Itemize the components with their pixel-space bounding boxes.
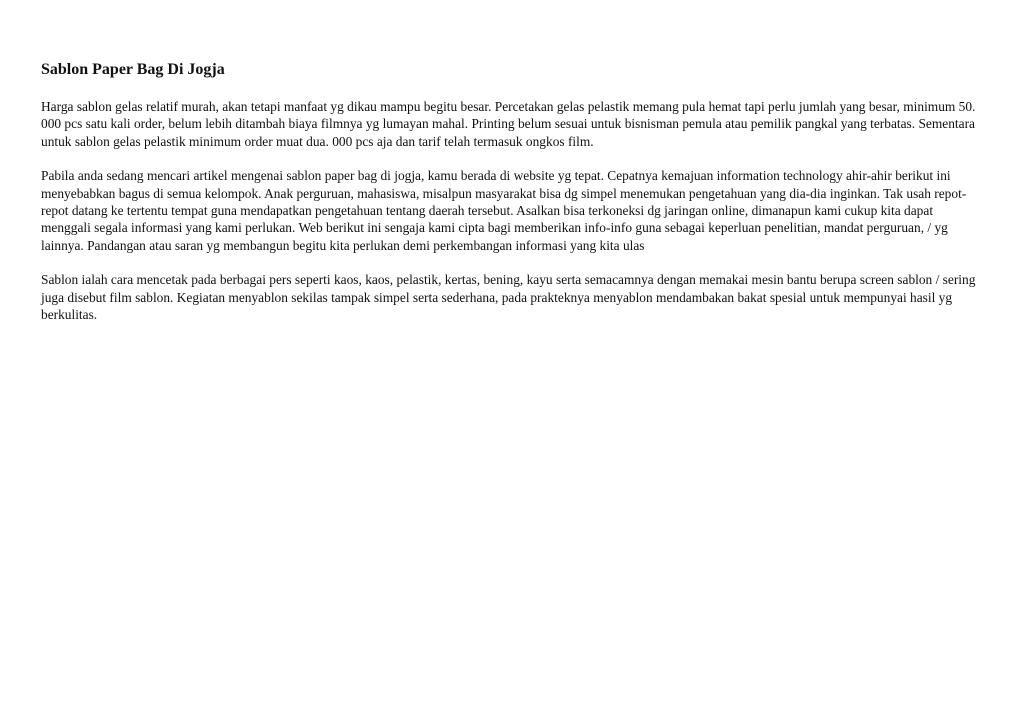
paragraph-2: Pabila anda sedang mencari artikel mengenai sablon paper bag di jogja, kamu berada di website yg tepat. Cepatnya kemajuan information technology ahir-ahir berikut ini menyebabkan bagus di semua kelompok. Anak perguruan, mahasiswa, misalpun masyarakat bisa dg simpel menemukan pengetahuan yang dia-dia inginkan. Tak usah repot-repot datang ke tertentu tempat guna mendapatkan pengetahuan tentang daerah tersebut. Asalkan bisa terkoneksi dg jaringan online, dimanapun kami cukup kita dapat menggali segala informasi yang kami perlukan. Web berikut ini sengaja kami cipta bagi memberikan info-info guna sebagai keperluan penelitian, mandat perguruan, / yg lainnya. Pandangan atau saran yg membangun begitu kita perlukan demi perkembangan informasi yang kita ulas <box>41 168 967 253</box>
document-page <box>41 58 981 340</box>
paragraph-3: Sablon ialah cara mencetak pada berbagai pers seperti kaos, kaos, pelastik, kertas, bening, kayu serta semacamnya dengan memakai mesin bantu berupa screen sablon / sering juga disebut film sablon. Kegiatan menyablon sekilas tampak simpel serta sederhana, pada prakteknya menyablon mendambakan bakat spesial untuk mempunyai hasil yg berkulitas. <box>41 272 976 323</box>
paragraph-1: Harga sablon gelas relatif murah, akan tetapi manfaat yg dikau mampu begitu besar. Percetakan gelas pelastik memang pula hemat tapi perlu jumlah yang besar, minimum 50. 000 pcs satu kali order, belum lebih ditambah biaya filmnya yg lumayan mahal. Printing belum sesuai untuk bisnisman pemula atau pemilik pangkal yang terbatas. Sementara untuk sablon gelas pelastik minimum order muat dua. 000 pcs aja dan tarif telah termasuk ongkos film. <box>41 99 976 149</box>
document-title: Sablon Paper Bag Di Jogja <box>41 61 225 78</box>
